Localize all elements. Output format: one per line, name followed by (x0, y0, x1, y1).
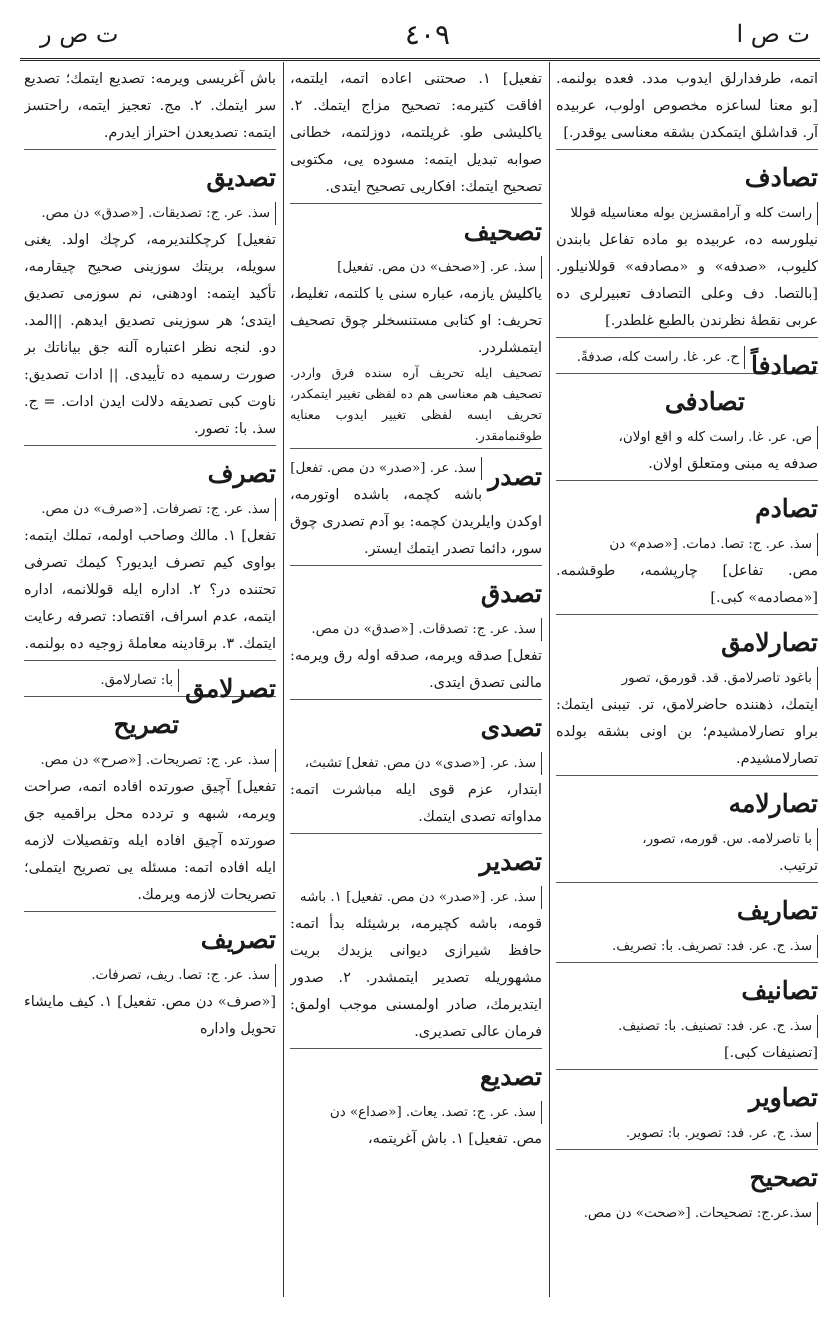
entry (290, 572, 542, 700)
entry-definition: نیلورسه ده، عربیده بو ماده تفاعل بابندن کلیوب، «صدفه» و «مصادفه» قوللانیلور. [بالتصا. دف وعلی التصادف تعبیرلری ده عربی نقطهٔ نظرندن بالطبع غلطدر.] (556, 232, 818, 329)
entry-definition: ترتیب. (779, 858, 818, 874)
entry-headword: تصاویر (748, 1083, 818, 1112)
entry-headword: تصرلامق (185, 674, 276, 703)
entry-headword: تصادفی (664, 387, 746, 416)
entry (556, 969, 818, 1070)
entry-grammar: سذ. عر. [«صحف» دن مص. تفعیل] (337, 256, 542, 279)
entry-grammar: راست کله و آرامقسزین بوله معناسیله قوللا (570, 202, 818, 225)
entry-continuation: تفعیل] ١. صحتنی اعاده اتمه، ایلتمه، افاقت کتیرمه: تصحیح مزاج ایتمك. ٢. یاکلیشی طو. غریلتمه، دوزلتمه، خطانی صوابه تبدیل ایتمه: مسوده یی، مکتوبی تصحیح ایتمك: افکاریی تصحیح ایتدی. (290, 66, 542, 204)
entry-definition: مص. تفعیل] ١. باش آغریتمه، (367, 1131, 542, 1147)
entry (290, 210, 542, 449)
header-rule (20, 58, 820, 61)
column-divider-2 (283, 62, 284, 1297)
entry-grammar: سذ. ج. عر. فد: تصنیف. با: تصنیف. (618, 1015, 818, 1038)
entry (556, 1156, 818, 1229)
entry (24, 452, 276, 661)
entry-grammar: سذ. عر. ج: تصرفات. [«صرف» دن مص. (41, 498, 276, 521)
entry-grammar: سذ. عر. ج: تصا. ریف، تصرفات. (91, 964, 276, 987)
entry-grammar: سذ.عر.ج: تصحیحات. [«صحت» دن مص. (584, 1202, 818, 1225)
entry-headword: تصحیف (463, 217, 542, 246)
entry-definition: تفعیل] کرچکلندیرمه، کرچك اولد. یغنی سویله، بریتك سوزینی صحیح چیقارمه، تأکید ایتمه: اودهنی، نم سوزمی تصدیق ایتدی؛ هر سوزینی تصدیق ایدهم. ||المد. دو. لنجه نظر اعتباره آلنه جق بیاناتك بر صورت رسمیه ده تأییدی. || ادات تصدیق: ناوت کبی تصدیقه دلالت ایدن ادات. = ج. سذ. با: تصور. (24, 232, 276, 437)
entry (290, 706, 542, 834)
entry-definition: [تصنیفات کبی.] (724, 1045, 818, 1061)
entry-definition: ایتمك، ذهننده حاضرلامق، تر. تیبنی ایتمك: براو تصارلامشیدم؛ بن اونی بشقه بولده تصارلامشیدم. (556, 697, 818, 767)
entry-definition: [«صرف» دن مص. تفعیل] ١. کیف مایشاء تحویل واداره (24, 994, 276, 1037)
entry (556, 156, 818, 338)
entry-headword: تصدیق (206, 163, 276, 192)
header-right-label: ت ص ا (736, 20, 810, 48)
entry (556, 889, 818, 963)
entry (290, 840, 542, 1049)
entry-grammar: سذ. ج. عر. فد: تصریف. با: تصریف. (612, 935, 818, 958)
entry-grammar: با تاصرلامه. س. قورمه، تصور، (642, 828, 818, 851)
header-left-label: ت ص ر (40, 20, 119, 48)
entry-grammar: باغود تاصرلامق. قد. قورمق، تصور (622, 667, 818, 690)
entry (556, 782, 818, 883)
entry-headword: تصادفاً (751, 351, 818, 380)
entry-grammar: با: تصارلامق. (100, 669, 179, 692)
entry-headword: تصدیع (479, 1062, 542, 1091)
entry-grammar: سذ. عر. [«صدر» دن مص. تفعل] (290, 457, 482, 480)
entry (556, 380, 818, 481)
entry (290, 1055, 542, 1155)
entry-headword: تصدیر (479, 847, 542, 876)
entry (556, 1076, 818, 1150)
entry-continuation: باش آغریسی ویرمه: تصدیع ایتمك؛ تصدیع سر ایتمك. ٢. مج. تعجیز ایتمه، راحتسز ایتمه: تصدیعدن احتراز ایدرم. (24, 66, 276, 150)
entry-headword: تصرف (207, 459, 276, 488)
entry-grammar: سذ. عر. ج: تصد. یعات. [«صداع» دن (330, 1101, 542, 1124)
entry-definition: مص. تفاعل] چارپشمه، طوقشمه. [«مصادمه» کبی.] (556, 563, 818, 606)
entry (24, 667, 276, 703)
entry-grammar: سذ. ج. عر. فد: تصویر. با: تصویر. (626, 1122, 818, 1145)
entry-grammar: سذ. عر. ج: تصدقات. [«صدق» دن مص. (311, 618, 542, 641)
entry-headword: تصارلامق (721, 628, 818, 657)
entry (556, 621, 818, 776)
entry-headword: تصریف (200, 925, 276, 954)
entry (24, 156, 276, 446)
entry-grammar: سذ. عر. ج: تصریحات. [«صرح» دن مص. (40, 749, 276, 772)
entry-headword: تصانیف (741, 976, 818, 1005)
entry-headword: تصاریف (736, 896, 818, 925)
column-middle (290, 66, 542, 1294)
entry-headword: تصدق (480, 579, 542, 608)
entry-definition: تفعل] ١. مالك وصاحب اولمه، تملك ایتمه: بواوی کیم تصرف ایدیور؟ کیمك تصرفی تحتنده در؟ ٢. اداره ایله قوللانمه، اداره ایتمه، عدم اسراف، اقتصاد: تصرفه رعایت ایتمك. ٣. برقادینه معاملهٔ زوجیه ده بولنمه. (24, 528, 276, 652)
entry (290, 455, 542, 566)
entry-definition: صدفه یه مبنی ومتعلق اولان. (648, 456, 818, 472)
entry-grammar: سذ. عر. ج: تصدیقات. [«صدق» دن مص. (41, 202, 276, 225)
entry-definition: یاکلیش یازمه، عباره سنی یا کلتمه، تغلیط، تحریف: او کتابی مستنسخلر چوق تصحیف ایتمشلردر. (290, 286, 542, 356)
entry-definition: تفعیل] آچیق صورتده افاده اتمه، صراحت ویرمه، شبهه و تردده محل براقمیه جق صورتده آچیق افاده ایله وتفصیلات لازمه ایله افاده اتمه: مسئله یی تصریح ایتملی؛ تصریحات لازمه ویرمك. (24, 779, 276, 903)
entry-grammar: ح. عر. غا. راست کله، صدفةً. (577, 346, 745, 369)
entry (556, 487, 818, 615)
entry (556, 344, 818, 380)
entry-continuation: اتمه، طرفدارلق ایدوب مدد. فعده بولنمه. [بو معنا لساعزه مخصوص اولوب، عربیده آر. قداشلق ایتمکدن بشقه معناسی یوقدر.] (556, 66, 818, 150)
entry-headword: تصریح (113, 710, 180, 739)
column-divider-1 (549, 62, 550, 1297)
entry-note: تصحیف ایله تحریف آره سنده فرق واردر. تصحیف هم معناسی هم ده لفظی تغییر ایتمکدر، تحریف ایسه لفظی تغییر ایدوب معنایه طوقنمامقدر. (290, 365, 542, 443)
entry-headword: تصادف (744, 163, 818, 192)
page-header (20, 14, 820, 54)
entry-grammar: ص. عر. غا. راست کله و اقع اولان، (619, 426, 818, 449)
entry (24, 703, 276, 912)
entry-headword: تصدی (480, 713, 542, 742)
column-right (556, 66, 818, 1294)
column-left (24, 66, 276, 1294)
entry (24, 918, 276, 1045)
entry-definition: باشه کچمه، باشده اوتورمه، اوکدن وایلریدن کچمه: بو آدم تصدری چوق سور، دائما تصدر ایتمك ایستر. (290, 487, 542, 557)
entry-grammar: سذ. عر. [«صدی» دن مص. تفعل] تشبث، (305, 752, 542, 775)
entry-headword: تصادم (755, 494, 818, 523)
entry-headword: تصدر (488, 462, 542, 491)
page-number: ٤٠٩ (404, 17, 451, 51)
entry-grammar: سذ. عر. ج: تصا. دمات. [«صدم» دن (609, 533, 818, 556)
entry-definition: قومه، باشه کچیرمه، برشیئله بدأ اتمه: حافظ شیرازی دیوانی یزیدك بریت مشهوریله تصدیر ایتمشدر. ٢. صدور ایتدیرمك، صادر اولمسنی موجب اولمق: فرمان عالی تصدیری. (290, 916, 542, 1040)
entry-headword: تصارلامه (728, 789, 818, 818)
entry-definition: تفعل] صدقه ویرمه، صدقه اوله رق ویرمه: مالنی تصدق ایتدی. (290, 648, 542, 691)
entry-headword: تصحیح (749, 1163, 818, 1192)
entry-definition: ابتدار، عزم قوی ایله مباشرت اتمه: مداواته تصدی ایتمك. (290, 782, 542, 825)
entry-grammar: سذ. عر. [«صدر» دن مص. تفعیل] ١. باشه (300, 886, 542, 909)
